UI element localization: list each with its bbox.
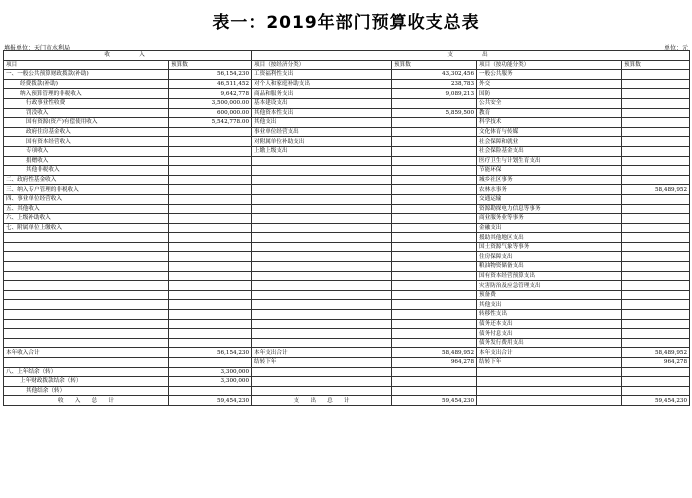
table-row [4,358,690,368]
table-cell [392,194,477,204]
table-row [4,223,690,233]
table-cell [392,367,477,377]
table-cell: 3,300,000 [169,377,252,387]
table-cell [622,290,690,300]
table-cell: 三、纳入专户管理的非税收入 [4,185,169,195]
table-cell [252,252,392,262]
table-cell: 支 出 总 计 [252,396,392,406]
table-cell [477,386,622,396]
table-cell [622,319,690,329]
reporting-unit: 填报单位：天门市水利局 [4,45,71,52]
table-cell: 公共安全 [477,98,622,108]
table-cell: 对个人和家庭补助支出 [252,79,392,89]
table-row [4,319,690,329]
table-cell [252,166,392,176]
col-budget: 预算数 [169,60,252,70]
table-cell [4,310,169,320]
table-row [4,348,690,358]
table-row [4,367,690,377]
col-budget-3: 预算数 [622,60,690,70]
table-cell [477,367,622,377]
table-row [4,166,690,176]
table-cell [252,175,392,185]
table-cell: 政府住房基金收入 [4,127,169,137]
table-row [4,79,690,89]
table-cell: 八、上年结余（转） [4,367,169,377]
table-cell [169,300,252,310]
table-cell [169,166,252,176]
table-cell: 238,783 [392,79,477,89]
table-cell: 住房保障支出 [477,252,622,262]
table-cell [169,127,252,137]
table-cell: 纳入预算管理的非税收入 [4,89,169,99]
table-cell: 59,454,230 [392,396,477,406]
table-cell [392,118,477,128]
table-row [4,233,690,243]
table-row [4,156,690,166]
table-row [4,281,690,291]
table-cell [252,242,392,252]
table-cell: 一般公共服务 [477,70,622,80]
table-cell [169,281,252,291]
table-cell [4,338,169,348]
table-cell [169,233,252,243]
income-header: 收 入 [4,51,252,61]
table-cell: 四、事业单位经营收入 [4,194,169,204]
table-cell: 专项收入 [4,146,169,156]
table-group-header [4,51,690,61]
table-cell [169,271,252,281]
table-cell [252,300,392,310]
table-cell [622,194,690,204]
table-cell: 行政事业性收费 [4,98,169,108]
table-cell [169,214,252,224]
table-cell: 上年财政拨款结余（转） [4,377,169,387]
table-cell [622,377,690,387]
table-cell: 捐赠收入 [4,156,169,166]
table-cell [169,338,252,348]
table-cell [252,310,392,320]
table-cell [4,233,169,243]
table-cell: 对附属单位补助支出 [252,137,392,147]
table-cell: 国有资本经营收入 [4,137,169,147]
table-row [4,194,690,204]
table-cell: 二、政府性基金收入 [4,175,169,185]
table-cell: 59,454,230 [622,396,690,406]
table-cell [622,204,690,214]
table-cell [392,310,477,320]
table-cell [622,338,690,348]
table-column-header [4,60,690,70]
table-cell: 其他结余（转） [4,386,169,396]
table-cell [392,98,477,108]
table-cell: 结转下年 [252,358,392,368]
table-cell [392,290,477,300]
table-cell [169,358,252,368]
table-cell [392,156,477,166]
table-cell [622,300,690,310]
table-row [4,242,690,252]
table-cell [252,204,392,214]
table-cell [252,156,392,166]
table-cell: 本年支出合计 [252,348,392,358]
table-cell: 教育 [477,108,622,118]
table-cell [392,319,477,329]
table-cell [392,242,477,252]
table-cell [169,204,252,214]
table-cell: 社会保障和就业 [477,137,622,147]
table-cell: 文化体育与传媒 [477,127,622,137]
table-cell: 其他支出 [477,300,622,310]
table-cell: 58,489,952 [392,348,477,358]
table-row [4,137,690,147]
table-cell [4,329,169,339]
table-cell [4,262,169,272]
table-cell [4,281,169,291]
table-cell [4,319,169,329]
table-cell [252,262,392,272]
table-cell: 58,489,952 [622,348,690,358]
table-cell: 56,154,230 [169,348,252,358]
page-title: 表一：2019年部门预算收支总表 [212,13,480,33]
table-row [4,262,690,272]
table-cell [4,252,169,262]
table-cell [252,290,392,300]
table-cell: 预备费 [477,290,622,300]
table-cell [4,271,169,281]
table-row [4,271,690,281]
table-cell [392,281,477,291]
table-cell [622,367,690,377]
table-cell: 9,642,778 [169,89,252,99]
table-cell [169,242,252,252]
table-cell [169,329,252,339]
table-cell: 粮油物资储备支出 [477,262,622,272]
table-cell: 46,511,452 [169,79,252,89]
table-cell [252,194,392,204]
table-cell [622,89,690,99]
table-cell: 国土资源气象等事务 [477,242,622,252]
table-row [4,396,690,406]
col-item-econ: 项目（按经济分类） [252,60,392,70]
table-cell [622,70,690,80]
table-cell [392,146,477,156]
table-cell [252,233,392,243]
table-cell: 债务还本支出 [477,319,622,329]
table-cell: 援助其他地区支出 [477,233,622,243]
table-cell: 商品和服务支出 [252,89,392,99]
table-cell [392,137,477,147]
table-cell: 罚没收入 [4,108,169,118]
table-cell: 964,278 [392,358,477,368]
table-cell: 七、附属单位上缴收入 [4,223,169,233]
table-cell: 事业单位经营支出 [252,127,392,137]
table-row [4,175,690,185]
table-cell [622,127,690,137]
table-cell [622,146,690,156]
table-cell [169,262,252,272]
table-cell [392,233,477,243]
table-cell [169,310,252,320]
table-cell: 其他支出 [252,118,392,128]
table-cell [392,377,477,387]
table-cell [622,310,690,320]
table-cell: 一、一般公共预算财政拨款(补助) [4,70,169,80]
table-cell [169,137,252,147]
table-cell [169,319,252,329]
table-cell [169,185,252,195]
table-cell [392,223,477,233]
table-cell [169,223,252,233]
table-row [4,70,690,80]
table-row [4,108,690,118]
col-item: 项目 [4,60,169,70]
table-cell [169,175,252,185]
table-cell: 科学技术 [477,118,622,128]
table-cell [169,386,252,396]
table-cell: 56,154,230 [169,70,252,80]
table-cell [252,271,392,281]
table-cell [392,386,477,396]
table-cell: 国防 [477,89,622,99]
table-cell: 经费拨款(补助) [4,79,169,89]
table-cell: 其他非税收入 [4,166,169,176]
table-row [4,146,690,156]
table-cell [622,214,690,224]
table-cell: 5,542,778.00 [169,118,252,128]
table-cell [392,214,477,224]
table-cell: 灾害防治及应急管理支出 [477,281,622,291]
table-cell [392,271,477,281]
table-cell: 农林水事务 [477,185,622,195]
table-cell: 本年收入合计 [4,348,169,358]
table-cell [622,329,690,339]
table-cell [622,79,690,89]
table-cell [4,358,169,368]
table-cell [622,108,690,118]
table-cell [392,262,477,272]
table-cell: 工资福利性支出 [252,70,392,80]
table-cell [622,233,690,243]
table-cell: 资源勘探电力信息等事务 [477,204,622,214]
table-cell [252,338,392,348]
table-cell [392,185,477,195]
table-row [4,310,690,320]
table-cell [392,127,477,137]
table-row [4,214,690,224]
table-row [4,290,690,300]
table-cell: 外交 [477,79,622,89]
table-cell: 3,500,000.00 [169,98,252,108]
table-row [4,185,690,195]
table-cell: 600,000.00 [169,108,252,118]
table-cell: 债务发行费用支出 [477,338,622,348]
expense-header: 支 出 [252,51,690,61]
table-cell: 商业服务业等事务 [477,214,622,224]
table-cell [392,252,477,262]
table-cell [477,396,622,406]
table-cell [169,290,252,300]
table-row [4,89,690,99]
table-cell: 医疗卫生与计划生育支出 [477,156,622,166]
table-cell: 9,089,213 [392,89,477,99]
table-cell: 六、上级补助收入 [4,214,169,224]
table-row [4,252,690,262]
table-cell [252,386,392,396]
budget-table [3,50,690,406]
table-cell [622,242,690,252]
table-cell [252,281,392,291]
table-cell: 金融支出 [477,223,622,233]
table-cell [622,252,690,262]
table-cell [169,156,252,166]
table-cell [169,252,252,262]
table-cell [392,338,477,348]
table-cell: 964,278 [622,358,690,368]
table-cell: 五、其他收入 [4,204,169,214]
table-cell [622,262,690,272]
table-row [4,118,690,128]
table-cell: 收 入 总 计 [4,396,169,406]
table-cell [622,175,690,185]
table-cell [622,118,690,128]
table-cell [392,204,477,214]
col-item-func: 项目（按功能分类） [477,60,622,70]
table-cell [252,367,392,377]
table-cell [4,290,169,300]
table-cell [252,185,392,195]
table-row [4,98,690,108]
table-cell [622,223,690,233]
table-cell [252,223,392,233]
table-cell [252,329,392,339]
table-cell: 国有资本经营预算支出 [477,271,622,281]
table-cell: 节能环保 [477,166,622,176]
table-cell: 5,859,500 [392,108,477,118]
table-cell: 58,489,952 [622,185,690,195]
table-row [4,204,690,214]
table-cell [252,377,392,387]
table-cell: 上缴上级支出 [252,146,392,156]
table-row [4,329,690,339]
table-row [4,377,690,387]
table-cell: 43,302,456 [392,70,477,80]
table-cell [622,98,690,108]
table-cell: 债务付息支出 [477,329,622,339]
table-cell [392,175,477,185]
table-cell: 59,454,230 [169,396,252,406]
table-cell [4,242,169,252]
table-row [4,386,690,396]
table-cell: 其他资本性支出 [252,108,392,118]
table-cell: 社会保险基金支出 [477,146,622,156]
table-cell: 交通运输 [477,194,622,204]
col-budget-2: 预算数 [392,60,477,70]
table-cell [252,214,392,224]
table-cell [169,146,252,156]
table-cell [252,319,392,329]
table-cell [169,194,252,204]
table-cell: 基本建设支出 [252,98,392,108]
currency-unit: 单位：元 [663,45,688,52]
table-cell [622,271,690,281]
table-cell [622,386,690,396]
table-row [4,127,690,137]
table-cell [477,377,622,387]
table-cell [392,300,477,310]
table-cell: 城乡社区事务 [477,175,622,185]
table-cell [622,137,690,147]
table-cell: 国有资源(资产)有偿使用收入 [4,118,169,128]
table-row [4,338,690,348]
table-cell: 本年支出合计 [477,348,622,358]
table-cell: 转移性支出 [477,310,622,320]
table-cell [4,300,169,310]
table-cell [622,166,690,176]
table-row [4,300,690,310]
table-cell [622,156,690,166]
table-cell [622,281,690,291]
table-cell [392,329,477,339]
table-cell [392,166,477,176]
table-cell: 3,300,000 [169,367,252,377]
table-cell: 结转下年 [477,358,622,368]
